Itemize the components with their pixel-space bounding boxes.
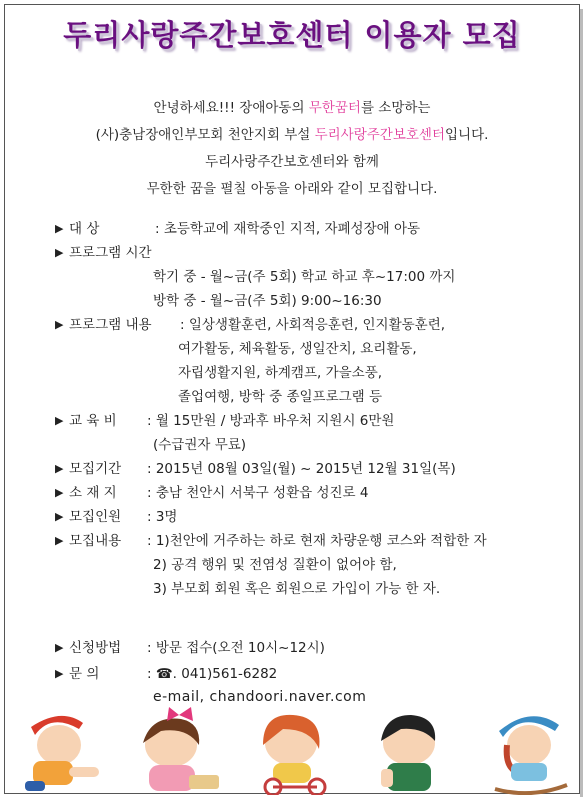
bullet-icon: ▶ [55, 222, 64, 235]
page-title: 두리사랑주간보호센터 이용자 모집 [63, 18, 521, 52]
item-period: ▶ 모집기간 : 2015년 08월 03일(월) ~ 2015년 12월 31일(목) [55, 457, 487, 481]
highlight-text: 무한꿈터 [308, 100, 361, 116]
child-cyclist-icon [263, 715, 325, 795]
time-line: 방학 중 - 월~금(주 5회) 9:00~16:30 [153, 293, 382, 309]
item-count: ▶ 모집인원 : 3명 [55, 505, 487, 529]
bullet-icon: ▶ [55, 462, 64, 475]
child-running-icon [25, 716, 99, 791]
item-requirements: ▶ 모집내용 : 1)천안에 거주하는 하로 현재 차량운행 코스와 적합한 자 [55, 529, 487, 553]
item-time: ▶ 프로그램 시간 [55, 241, 487, 265]
bullet-icon: ▶ [55, 246, 64, 259]
bullet-icon: ▶ [55, 534, 64, 547]
bullet-icon: ▶ [55, 318, 64, 331]
apply-method: ▶ 신청방법 : 방문 접수(오전 10시~12시) [55, 635, 325, 661]
bullet-icon: ▶ [55, 667, 64, 680]
content-line: 졸업여행, 방학 중 종일프로그램 등 [178, 389, 383, 405]
item-content: ▶ 프로그램 내용 : 일상생활훈련, 사회적응훈련, 인지활동훈련, [55, 313, 487, 337]
bullet-icon: ▶ [55, 641, 64, 654]
item-location: ▶ 소 재 지 : 충남 천안시 서북구 성환읍 성진로 4 [55, 481, 487, 505]
email-address: e-mail, chandoori.naver.com [153, 689, 367, 705]
child-girl-icon [143, 707, 219, 791]
child-rocking-horse-icon [495, 716, 567, 793]
highlight-text: 두리사랑주간보호센터 [314, 127, 446, 143]
fee-note: (수급권자 무료) [153, 437, 247, 453]
intro-line-3: 두리사랑주간보호센터와 함께 [205, 154, 379, 170]
contact-block [55, 635, 325, 687]
item-fee: ▶ 교 육 비 : 월 15만원 / 방과후 바우처 지원시 6만원 [55, 409, 487, 433]
time-line: 학기 중 - 월~금(주 5회) 학교 하교 후~17:00 까지 [153, 269, 456, 285]
children-illustration [11, 705, 583, 795]
intro-line-4: 무한한 꿈을 펼칠 아동을 아래와 같이 모집합니다. [146, 181, 438, 197]
bullet-icon: ▶ [55, 486, 64, 499]
child-boy-icon [381, 715, 435, 791]
recruit-details [55, 217, 487, 601]
intro-line-2: (사)충남장애인부모회 천안지회 부설 두리사랑주간보호센터입니다. [95, 127, 489, 143]
poster-frame [4, 4, 580, 794]
bullet-icon: ▶ [55, 414, 64, 427]
inquiry: ▶ 문 의 : ☎. 041)561-6282 [55, 661, 325, 687]
phone-number: : ☎. 041)561-6282 [147, 666, 278, 682]
bullet-icon: ▶ [55, 510, 64, 523]
content-line: 자립생활지원, 하계캠프, 가을소풍, [178, 365, 383, 381]
req-line: 2) 공격 행위 및 전염성 질환이 없어야 함, [153, 557, 397, 573]
req-line: 3) 부모회 회원 혹은 회원으로 가입이 가능 한 자. [153, 581, 441, 597]
intro-block [5, 95, 579, 203]
intro-line-1: 안녕하세요!!! 장애아동의 무한꿈터를 소망하는 [153, 100, 431, 116]
item-target: ▶ 대 상 : 초등학교에 재학중인 지적, 자폐성장애 아동 [55, 217, 487, 241]
content-line: 여가활동, 체육활동, 생일잔치, 요리활동, [178, 341, 417, 357]
